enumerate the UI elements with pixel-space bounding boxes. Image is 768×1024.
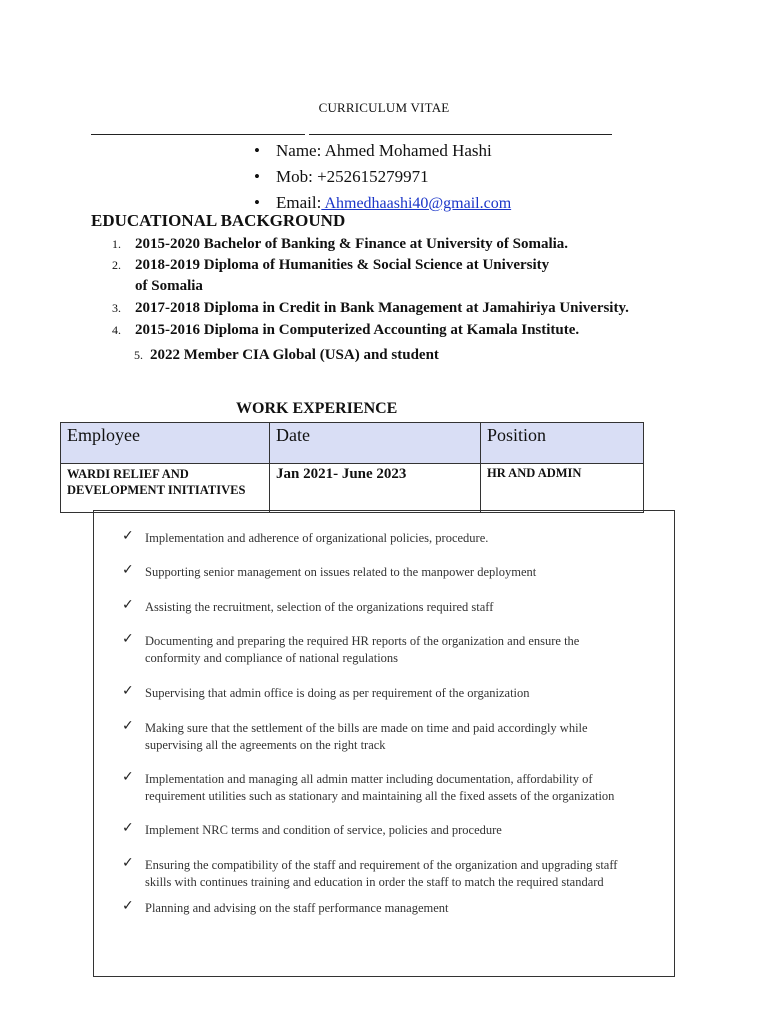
contact-mob-row (254, 164, 511, 190)
education-item-number: 5. (134, 348, 143, 362)
contact-mob: Mob: +252615279971 (276, 167, 429, 186)
duty-text: Assisting the recruitment, selection of the organizations required staff (145, 600, 494, 614)
education-item (112, 322, 579, 339)
duty-text: Implement NRC terms and condition of service, policies and procedure (145, 823, 502, 837)
checkmark-icon: ✓ (122, 855, 134, 871)
checkmark-icon: ✓ (122, 562, 134, 578)
education-item-text: 2015-2020 Bachelor of Banking & Finance at University of Somalia. (135, 236, 569, 252)
duty-text-continued: conformity and compliance of national regulations (145, 651, 399, 665)
education-item-continuation (112, 278, 203, 295)
education-item-text: 2015-2016 Diploma in Computerized Accounting at Kamala Institute. (135, 322, 580, 338)
duty-text: Planning and advising on the staff performance management (145, 901, 449, 915)
education-item-number: 2. (112, 258, 121, 272)
bullet-icon: • (254, 193, 260, 212)
education-item-text: 2022 Member CIA Global (USA) and student (150, 347, 439, 363)
duty-text: Making sure that the settlement of the bills are made on time and paid accordingly while (145, 721, 588, 735)
education-item-text: 2017-2018 Diploma in Credit in Bank Management at Jamahiriya University. (135, 300, 629, 316)
contact-block (254, 138, 511, 217)
bullet-icon: • (254, 167, 260, 186)
checkmark-icon: ✓ (122, 528, 134, 544)
employee-line: WARDI RELIEF AND (67, 467, 189, 481)
education-item (112, 300, 629, 317)
duty-text-continued: requirement utilities such as stationary and maintaining all the fixed assets of the organization (145, 789, 615, 803)
checkmark-icon: ✓ (122, 631, 134, 647)
bullet-icon: • (254, 141, 260, 160)
column-header-employee: Employee (61, 423, 270, 464)
education-item-text-continued: of Somalia (135, 278, 203, 294)
checkmark-icon: ✓ (122, 820, 134, 836)
education-item-number: 3. (112, 301, 121, 315)
column-header-position: Position (481, 423, 644, 464)
checkmark-icon: ✓ (122, 769, 134, 785)
checkmark-icon: ✓ (122, 597, 134, 613)
duty-text-continued: supervising all the agreements on the right track (145, 738, 386, 752)
email-link[interactable]: Ahmedhaashi40@gmail.com (321, 195, 512, 212)
work-experience-table (60, 422, 644, 513)
education-item-number: 1. (112, 237, 121, 251)
education-item-text: 2018-2019 Diploma of Humanities & Social Science at University (135, 257, 550, 273)
duty-text: Implementation and managing all admin matter including documentation, affordability of (145, 772, 593, 786)
contact-email-label: Email: (276, 193, 322, 212)
document-title: CURRICULUM VITAE (318, 100, 450, 115)
duty-text: Supervising that admin office is doing as per requirement of the organization (145, 686, 530, 700)
duty-text: Supporting senior management on issues related to the manpower deployment (145, 565, 537, 579)
duty-text-continued: skills with continues training and education in order the staff to match the required standard (145, 875, 604, 889)
checkmark-icon: ✓ (122, 898, 134, 914)
contact-name: Name: Ahmed Mohamed Hashi (276, 141, 492, 160)
duty-text: Ensuring the compatibility of the staff and requirement of the organization and upgrading staff (145, 858, 618, 872)
table-row (61, 464, 644, 513)
checkmark-icon: ✓ (122, 683, 134, 699)
work-experience-heading: WORK EXPERIENCE (236, 400, 398, 417)
education-item (112, 257, 549, 274)
cell-position: HR AND ADMIN (481, 464, 644, 513)
divider-right (309, 134, 612, 135)
employee-line: DEVELOPMENT INITIATIVES (67, 483, 246, 497)
table-header-row (61, 423, 644, 464)
education-item-number: 4. (112, 323, 121, 337)
education-heading: EDUCATIONAL BACKGROUND (91, 211, 346, 230)
duties-box (93, 510, 675, 977)
divider-left (91, 134, 305, 135)
education-item (134, 347, 439, 364)
column-header-date: Date (270, 423, 481, 464)
cell-date: Jan 2021- June 2023 (270, 464, 481, 513)
duty-text: Implementation and adherence of organizational policies, procedure. (145, 531, 489, 545)
duty-text: Documenting and preparing the required HR reports of the organization and ensure the (145, 634, 580, 648)
education-item (112, 236, 568, 253)
cell-employee (61, 464, 270, 513)
contact-name-row (254, 138, 511, 164)
checkmark-icon: ✓ (122, 718, 134, 734)
